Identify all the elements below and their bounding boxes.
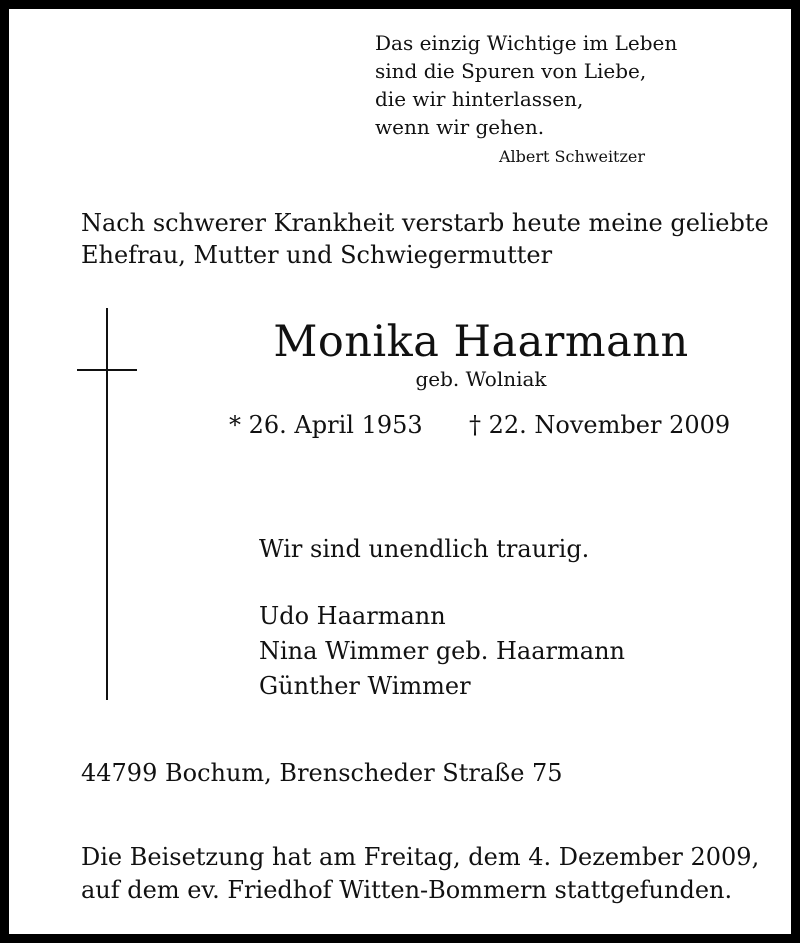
mourning-statement: Wir sind unendlich traurig.	[259, 535, 590, 563]
death-date: † 22. November 2009	[469, 411, 731, 439]
address: 44799 Bochum, Brenscheder Straße 75	[81, 759, 563, 787]
quote-line: wenn wir gehen.	[375, 115, 545, 139]
quote-block	[375, 29, 677, 141]
quote-author: Albert Schweitzer	[499, 147, 646, 166]
cross-horizontal-bar	[77, 369, 137, 371]
mourner-list	[259, 599, 625, 704]
quote-line: die wir hinterlassen,	[375, 87, 584, 111]
maiden-name: geb. Wolniak	[415, 367, 547, 391]
deceased-name: Monika Haarmann	[273, 317, 689, 367]
intro-line: Ehefrau, Mutter und Schwiegermutter	[81, 241, 553, 269]
quote-line: Das einzig Wichtige im Leben	[375, 31, 678, 55]
mourner-name: Günther Wimmer	[259, 672, 471, 700]
quote-line: sind die Spuren von Liebe,	[375, 59, 647, 83]
funeral-info	[81, 841, 759, 907]
funeral-line: Die Beisetzung hat am Freitag, dem 4. Dezember 2009,	[81, 843, 760, 871]
birth-date: * 26. April 1953	[229, 411, 423, 439]
obituary-notice	[9, 9, 791, 934]
mourner-name: Nina Wimmer geb. Haarmann	[259, 637, 625, 665]
intro-text	[81, 207, 769, 271]
mourner-name: Udo Haarmann	[259, 602, 446, 630]
funeral-line: auf dem ev. Friedhof Witten-Bommern stattgefunden.	[81, 876, 733, 904]
intro-line: Nach schwerer Krankheit verstarb heute meine geliebte	[81, 209, 769, 237]
cross-vertical-bar	[106, 308, 108, 700]
